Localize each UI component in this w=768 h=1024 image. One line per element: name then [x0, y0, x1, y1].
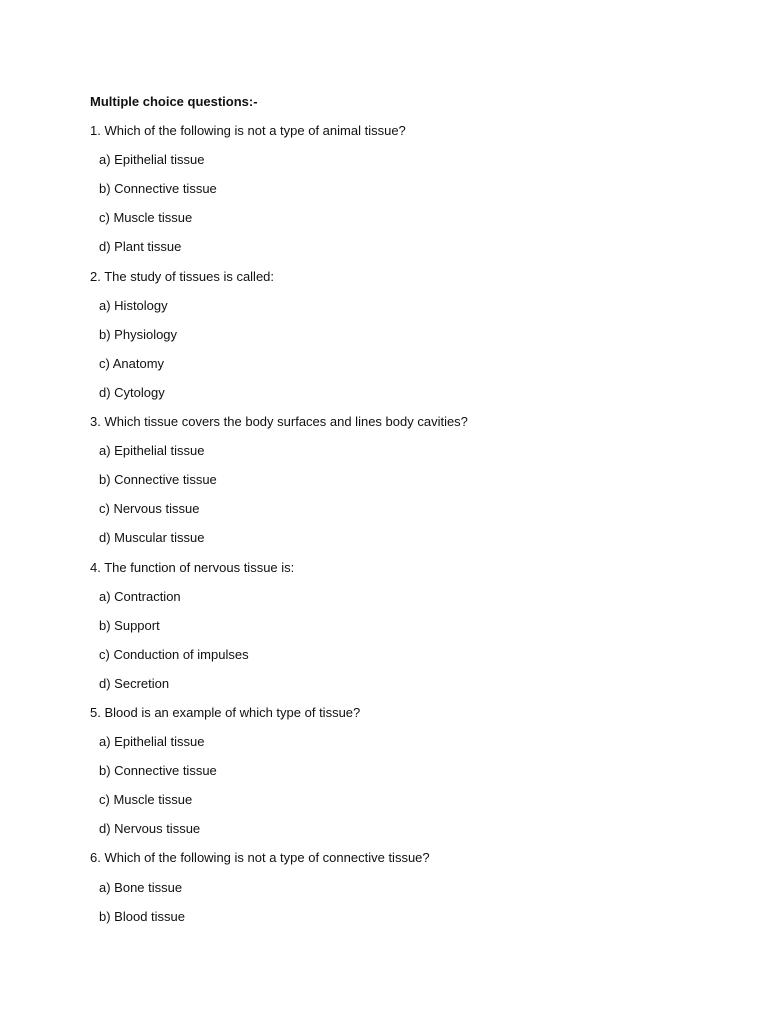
- option-c: c) Conduction of impulses: [99, 646, 249, 662]
- option-c: c) Muscle tissue: [99, 792, 193, 808]
- question-text: 1. Which of the following is not a type of animal tissue?: [90, 123, 406, 139]
- option-d: d) Cytology: [99, 384, 165, 400]
- question-6: [90, 848, 730, 926]
- option-d: d) Nervous tissue: [99, 821, 201, 837]
- option-c: c) Nervous tissue: [99, 501, 200, 517]
- question-text: 5. Blood is an example of which type of tissue?: [90, 704, 361, 720]
- question-1: [90, 121, 730, 257]
- option-a: a) Histology: [99, 297, 168, 313]
- option-b: b) Connective tissue: [99, 472, 217, 488]
- option-b: b) Connective tissue: [99, 763, 217, 779]
- option-a: a) Contraction: [99, 588, 181, 604]
- question-text: 3. Which tissue covers the body surfaces and lines body cavities?: [90, 414, 468, 430]
- question-text: 2. The study of tissues is called:: [90, 268, 275, 284]
- option-a: a) Bone tissue: [99, 879, 183, 895]
- option-b: b) Connective tissue: [99, 181, 217, 197]
- option-d: d) Muscular tissue: [99, 530, 205, 546]
- option-b: b) Support: [99, 617, 160, 633]
- option-b: b) Physiology: [99, 326, 178, 342]
- option-c: c) Anatomy: [99, 355, 165, 371]
- question-3: [90, 412, 730, 548]
- question-text: 4. The function of nervous tissue is:: [90, 559, 295, 575]
- option-d: d) Plant tissue: [99, 239, 182, 255]
- option-b: b) Blood tissue: [99, 908, 185, 924]
- question-5: [90, 703, 730, 839]
- section-heading: Multiple choice questions:-: [90, 94, 258, 109]
- option-c: c) Muscle tissue: [99, 210, 193, 226]
- question-text: 6. Which of the following is not a type of connective tissue?: [90, 850, 430, 866]
- option-d: d) Secretion: [99, 675, 170, 691]
- option-a: a) Epithelial tissue: [99, 734, 205, 750]
- question-4: [90, 558, 730, 694]
- option-a: a) Epithelial tissue: [99, 443, 205, 459]
- document-content: [90, 92, 730, 936]
- option-a: a) Epithelial tissue: [99, 152, 205, 168]
- question-2: [90, 267, 730, 403]
